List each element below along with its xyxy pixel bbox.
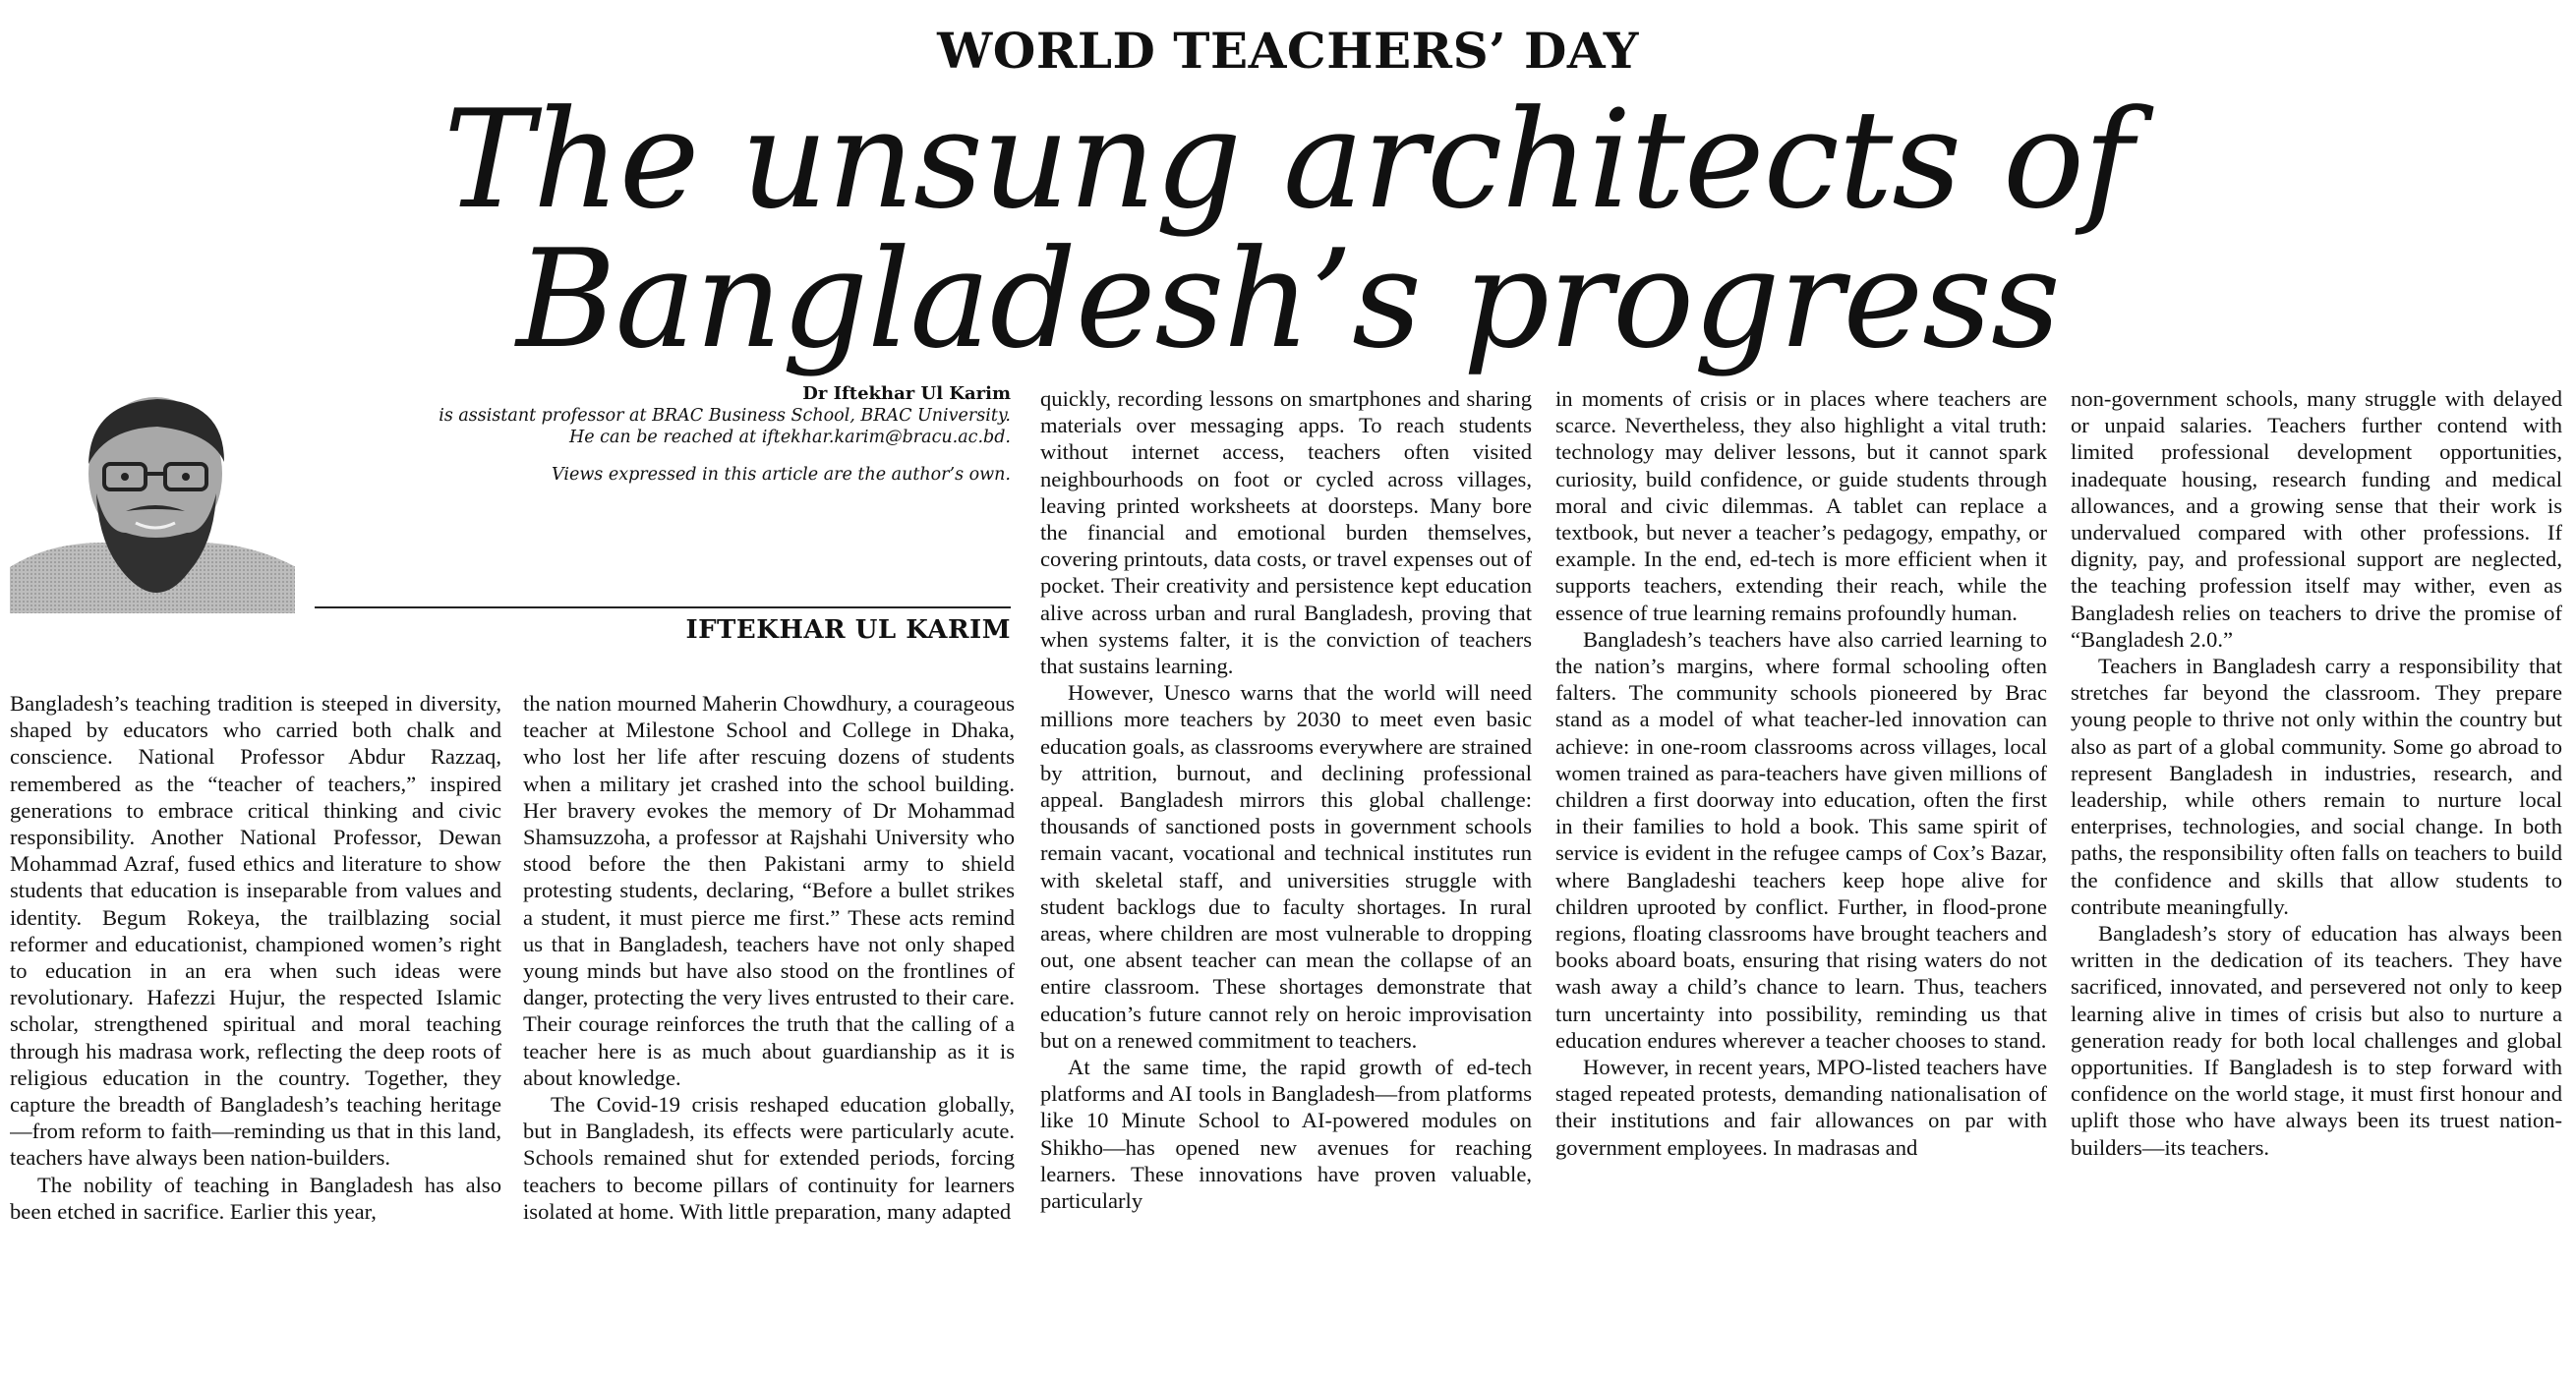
views-disclaimer: Views expressed in this article are the author’s own.	[552, 465, 1011, 485]
column-3-paragraph-3: At the same time, the rapid growth of ed-tech platforms and AI tools in Bangladesh—from platforms like 10 Minute School to AI-powered modules on Shikho—has opened new avenues for reaching learners. These innovations have proven valuable, particularly	[1040, 1055, 1532, 1214]
author-bio-line-2: He can be reached at iftekhar.karim@bracu.ac.bd.	[568, 428, 1011, 447]
author-portrait-illustration	[10, 395, 295, 613]
article-column-2	[523, 690, 1015, 1380]
column-3-paragraph-2: However, Unesco warns that the world will need millions more teachers by 2030 to meet even basic education goals, as classrooms everywhere are strained by attrition, burnout, and declining professional appeal. Bangladesh mirrors this global challenge: thousands of sanctioned posts in government schools remain vacant, vocational and technical institutes run with skeletal staff, and universities struggle with student backlogs due to faculty shortages. In rural areas, where children are most vulnerable to dropping out, one absent teacher can mean the collapse of an entire classroom. These shortages demonstrate that education’s future cannot rely on heroic improvisation but on a renewed commitment to teachers.	[1040, 680, 1532, 1053]
column-4-paragraph-3: However, in recent years, MPO-listed teachers have staged repeated protests, demanding nationalisation of their institutions and fair allowances on par with government employees. In madrasas and	[1555, 1055, 2047, 1160]
article-column-3	[1040, 385, 1532, 1380]
column-4-paragraph-1: in moments of crisis or in places where teachers are scarce. Nevertheless, they also highlight a vital truth: technology may deliver lessons, but it cannot spark curiosity, build confidence, or guide students through moral and civic dilemmas. A tablet can replace a textbook, but never a teacher’s pedagogy, empathy, or example. In the end, ed-tech is more efficient when it supports teachers, extending their reach, while the essence of true learning remains profoundly human.	[1555, 386, 2047, 625]
column-1-paragraph-2: The nobility of teaching in Bangladesh has also been etched in sacrifice. Earlier this year,	[10, 1172, 501, 1224]
headline	[0, 81, 2576, 378]
column-5-paragraph-1: non-government schools, many struggle with delayed or unpaid salaries. Teachers further contend with limited professional development opportunities, inadequate housing, research funding and medical allowances, and a growing sense that their work is undervalued compared with other professions. If dignity, pay, and professional support are neglected, the teaching profession itself may wither, even as Bangladesh relies on teachers to drive the promise of “Bangladesh 2.0.”	[2071, 386, 2562, 652]
column-5-paragraph-3: Bangladesh’s story of education has always been written in the dedication of its teachers. They have sacrificed, innovated, and persevered not only to keep learning alive in times of crisis but also to nurture a generation ready for both local challenges and global opportunities. If Bangladesh is to step forward with confidence on the world stage, it must first honour and uplift those who have always been its truest nation-builders—its teachers.	[2071, 921, 2562, 1160]
article-column-1	[10, 690, 501, 1380]
author-portrait	[10, 395, 295, 613]
author-info	[315, 383, 1011, 486]
column-1-paragraph-1: Bangladesh’s teaching tradition is steeped in diversity, shaped by educators who carried both chalk and conscience. National Professor Abdur Razzaq, remembered as the “teacher of teachers,” inspired generations to embrace critical thinking and civic responsibility. Another National Professor, Dewan Mohammad Azraf, fused ethics and literature to show students that education is inseparable from values and identity. Begum Rokeya, the trailblazing social reformer and educationist, championed women’s right to education in an era when such ideas were revolutionary. Hafezzi Hujur, the respected Islamic scholar, strengthened spiritual and moral teaching through his madrasa work, reflecting the deep roots of religious education in the country. Together, they capture the breadth of Bangladesh’s teaching heritage—from reform to faith—reminding us that in this land, teachers have always been nation-builders.	[10, 691, 501, 1171]
article-column-4	[1555, 385, 2047, 1380]
byline-divider	[315, 606, 1011, 608]
column-5-paragraph-2: Teachers in Bangladesh carry a responsibility that stretches far beyond the classroom. They prepare young people to thrive not only within the country but also as part of a global community. Some go abroad to represent Bangladesh in industries, research, and leadership, while others remain to nurture local enterprises, technologies, and social change. In both paths, the responsibility often falls on teachers to build the confidence and skills that allow students to contribute meaningfully.	[2071, 654, 2562, 919]
byline: IFTEKHAR UL KARIM	[685, 615, 1011, 645]
column-3-paragraph-1: quickly, recording lessons on smartphones and sharing materials over messaging apps. To reach students without internet access, teachers often visited neighbourhoods on foot or cycled across villages, leaving printed worksheets at doorsteps. Many bore the financial and emotional burden themselves, covering printouts, data costs, or travel expenses out of pocket. Their creativity and persistence kept education alive across urban and rural Bangladesh, proving that when systems falter, it is the conviction of teachers that sustains learning.	[1040, 386, 1532, 679]
author-info-name: Dr Iftekhar Ul Karim	[802, 383, 1011, 404]
headline-line-2: Bangladesh’s progress	[516, 220, 2060, 378]
column-2-paragraph-1: the nation mourned Maherin Chowdhury, a courageous teacher at Milestone School and College in Dhaka, who lost her life after rescuing dozens of students when a military jet crashed into the school building. Her bravery evokes the memory of Dr Mohammad Shamsuzzoha, a professor at Rajshahi University who stood before the then Pakistani army to shield protesting students, declaring, “Before a bullet strikes a student, it must pierce me first.” These acts remind us that in Bangladesh, teachers have not only shaped young minds but have also stood on the frontlines of danger, protecting the very lives entrusted to their care. Their courage reinforces the truth that the calling of a teacher here is as much about guardianship as it is about knowledge.	[523, 691, 1015, 1090]
article-column-5b	[2071, 385, 2562, 1380]
headline-line-1: The unsung architects of	[442, 81, 2134, 239]
column-4-paragraph-2: Bangladesh’s teachers have also carried learning to the nation’s margins, where formal schooling often falters. The community schools pioneered by Brac stand as a model of what teacher-led innovation can achieve: in one-room classrooms across villages, local women trained as para-teachers have given millions of children a first doorway into education, often the first in their families to hold a book. This same spirit of service is evident in the refugee camps of Cox’s Bazar, where Bangladeshi teachers keep hope alive for children uprooted by conflict. Further, in flood-prone regions, floating classrooms have brought teachers and books aboard boats, ensuring that rising waters do not wash away a child’s chance to learn. Thus, teachers turn uncertainty into possibility, reminding us that education endures wherever a teacher chooses to stand.	[1555, 626, 2047, 1053]
author-bio-line-1: is assistant professor at BRAC Business School, BRAC University.	[439, 406, 1011, 426]
column-2-paragraph-2: The Covid-19 crisis reshaped education globally, but in Bangladesh, its effects were particularly acute. Schools remained shut for extended periods, forcing teachers to become pillars of continuity for learners isolated at home. With little preparation, many adapted	[523, 1092, 1015, 1224]
section-kicker: WORLD TEACHERS’ DAY	[937, 22, 1639, 80]
